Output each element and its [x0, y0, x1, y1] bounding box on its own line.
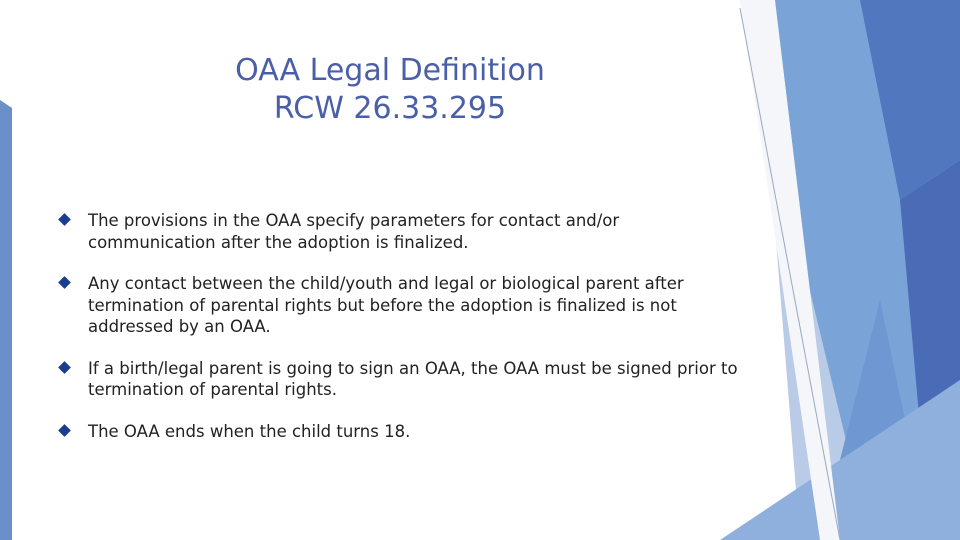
bullet-list: [58, 210, 738, 462]
diamond-icon: [58, 361, 71, 374]
bullet-text: The OAA ends when the child turns 18.: [88, 421, 411, 441]
slide-title-line-1: OAA Legal Definition: [235, 53, 545, 88]
diamond-icon: [58, 424, 71, 437]
bullet-text: Any contact between the child/youth and legal or biological parent after termination of parental rights but before the adoption is finalized is not addressed by an OAA.: [88, 274, 684, 336]
slide-title: [40, 52, 740, 128]
list-item: [58, 210, 738, 253]
diamond-icon: [58, 213, 71, 226]
diamond-icon: [58, 276, 71, 289]
list-item: [58, 358, 738, 401]
bullet-text: The provisions in the OAA specify parameters for contact and/or communication after the adoption is finalized.: [88, 211, 620, 252]
slide-title-line-2: RCW 26.33.295: [273, 91, 507, 126]
bullet-text: If a birth/legal parent is going to sign an OAA, the OAA must be signed prior to termination of parental rights.: [88, 358, 738, 399]
left-edge-strip: [0, 100, 12, 540]
list-item: [58, 273, 738, 338]
list-item: [58, 421, 738, 443]
